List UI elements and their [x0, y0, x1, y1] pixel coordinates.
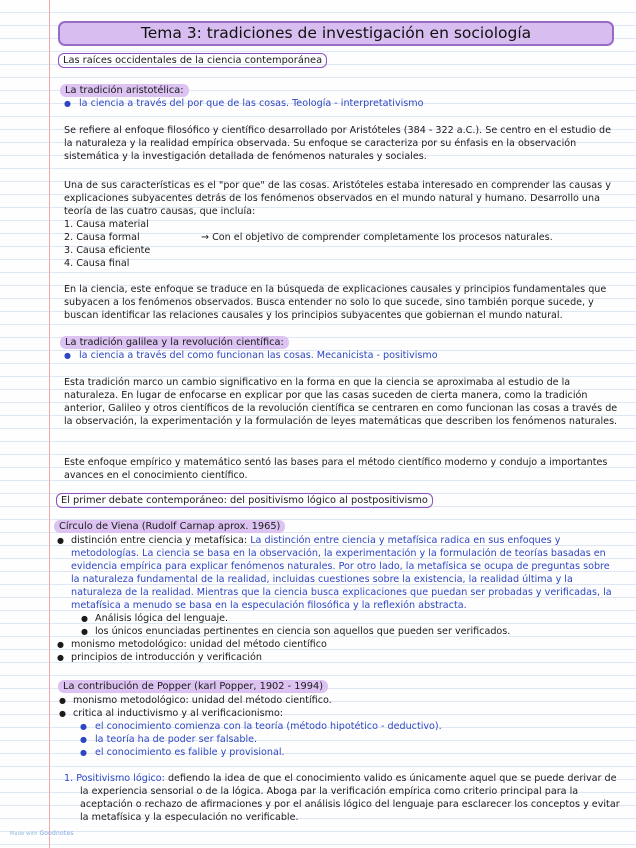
bullet-item: [60, 349, 620, 362]
goodnotes-watermark: [10, 830, 74, 837]
viena-first-line: [71, 534, 620, 547]
sub-bullet-item: [76, 720, 620, 733]
numbered-first-line: [64, 772, 620, 785]
page-title: Tema 3: tradiciones de investigación en sociología: [58, 21, 614, 46]
popper-list: [56, 694, 620, 759]
viena-list: [54, 534, 620, 664]
item-number: 1.: [64, 773, 74, 784]
causes-list: [64, 218, 204, 270]
bullet-text-blue: La distinción entre ciencia y metafísica radica en sus enfoques y: [250, 535, 561, 546]
subheading-viena: Círculo de Viena (Rudolf Carnap aprox. 1965): [54, 520, 285, 533]
popper-sublist: [56, 720, 620, 759]
section-heading-debate: El primer debate contemporáneo: del positivismo lógico al postpositivismo: [56, 493, 433, 508]
aristotelica-paragraph-3: En la ciencia, este enfoque se traduce en la búsqueda de explicaciones causales y principios fundamentales que subyacen a los fenómenos observados. Busca entender no solo lo que sucede, sino también porque sucede, y buscan identificar las relaciones causales y los principios subyacentes que gobiernan el mundo natural.: [64, 284, 607, 321]
subheading-galilea: La tradición galilea y la revolución científica:: [60, 336, 289, 349]
bullet-item: [60, 97, 620, 110]
bullet-text-blue-rest: metodologías. La ciencia se basa en la observación, la experimentación y la formulación de teorías basadas en evidencia empírica para explicar fenómenos naturales. Por otro lado, la metafísica se ocupa de preguntas sobre la naturaleza fundamental de la realidad, incluidas cuestiones sobre la existencia, la realidad última y la naturaleza de la realidad. Mientras que la ciencia busca explicaciones que puedan ser probadas y verificadas, la metafísica a menudo se basa en la especulación filosófica y la reflexión abstracta.: [71, 548, 612, 611]
bullet-text: monismo metodológico: unidad del método científico: [71, 639, 327, 650]
cause-item: 3. Causa eficiente: [64, 245, 151, 256]
galilea-bullet: [60, 349, 620, 362]
viena-sublist: [54, 612, 620, 638]
sub-bullet-text: el conocimiento es falible y provisional.: [95, 747, 285, 758]
cause-item: 2. Causa formal: [64, 232, 140, 243]
sub-bullet-text: Análisis lógica del lenguaje.: [95, 613, 229, 624]
numbered-item: [64, 772, 620, 824]
causes-arrow-note: → Con el objetivo de comprender completamente los procesos naturales.: [201, 232, 553, 243]
aristotelica-bullet: [60, 97, 620, 110]
bullet-item: [56, 694, 620, 707]
aristotelica-paragraph-2: Una de sus características es el "por que" de las cosas. Aristóteles estaba interesado en comprender las causas y explicaciones subyacentes detrás de los fenómenos observados en el mundo natural y humano. Desarrollo una teoría de las cuatro causas, que incluía:: [64, 180, 611, 217]
bullet-text: monismo metodológico: unidad del método científico.: [73, 695, 332, 706]
bullet-text: principios de introducción y verificación: [71, 652, 262, 663]
item-text-rest: la experiencia sensorial o de la lógica. Aboga par la verificación empírica como criterio principal para la aceptación o rechazo de afirmaciones y por el análisis lógico del lenguaje para esclarecer los conceptos y evitar la metafísica y la especulación no verificable.: [80, 786, 620, 823]
bullet-item: [54, 534, 620, 612]
sub-bullet-text: los únicos enunciadas pertinentes en ciencia son aquellos que pueden ser verificados.: [95, 626, 511, 637]
bullet-text: la ciencia a través del como funcionan las cosas. Mecanicista - positivismo: [79, 350, 438, 361]
cause-item: 4. Causa final: [64, 258, 130, 269]
bullet-text: la ciencia a través del por que de las cosas. Teología - interpretativismo: [79, 98, 424, 109]
sub-bullet-item: [76, 746, 620, 759]
cause-item: 1. Causa material: [64, 219, 149, 230]
section-heading-raices: Las raíces occidentales de la ciencia contemporánea: [58, 53, 327, 68]
brand-label: Goodnotes: [39, 830, 74, 837]
subheading-aristotelica: La tradición aristotélica:: [60, 84, 189, 97]
made-with-label: Made with: [10, 831, 38, 837]
sub-bullet-item: [78, 625, 620, 638]
bullet-item: [56, 707, 620, 720]
sub-bullet-item: [76, 733, 620, 746]
item-text-first: defiendo la idea de que el conocimiento valido es únicamente aquel que se puede derivar de: [167, 773, 617, 784]
bullet-item: [54, 638, 620, 651]
sub-bullet-item: [78, 612, 620, 625]
sub-bullet-text: la teoría ha de poder ser falsable.: [95, 734, 258, 745]
item-label: Positivismo lógico:: [76, 773, 165, 784]
subheading-popper: La contribución de Popper (karl Popper, 1902 - 1994): [58, 680, 328, 693]
galilea-paragraph-2: Este enfoque empírico y matemático sentó las bases para el método científico moderno y condujo a importantes avances en el conocimiento científico.: [64, 457, 608, 481]
galilea-paragraph-1: Esta tradición marco un cambio significativo en la forma en que la ciencia se aproximaba al estudio de la naturaleza. En lugar de enfocarse en explicar por que las casas suceden de cierta manera, como la tradición anterior, Galileo y otros científicos de la revolución científica se centraren en como funcionan las cosas a través de la observación, la experimentación y la formulación de leyes matemáticas que describen los fenómenos naturales.: [64, 377, 618, 427]
bullet-item: [54, 651, 620, 664]
aristotelica-paragraph-1: Se refiere al enfoque filosófico y científico desarrollado por Aristóteles (384 - 322 a.C.). Se centro en el estudio de la naturaleza y la realidad empírica observada. Su enfoque se caracteriza por su énfasis en la observación sistemática y la investigación detallada de fenómenos naturales y sociales.: [64, 125, 612, 162]
bullet-label: distinción entre ciencia y metafísica:: [71, 535, 248, 546]
sub-bullet-text: el conocimiento comienza con la teoría (método hipotético - deductivo).: [95, 721, 442, 732]
bullet-text: critica al inductivismo y al verificacionismo:: [73, 708, 284, 719]
